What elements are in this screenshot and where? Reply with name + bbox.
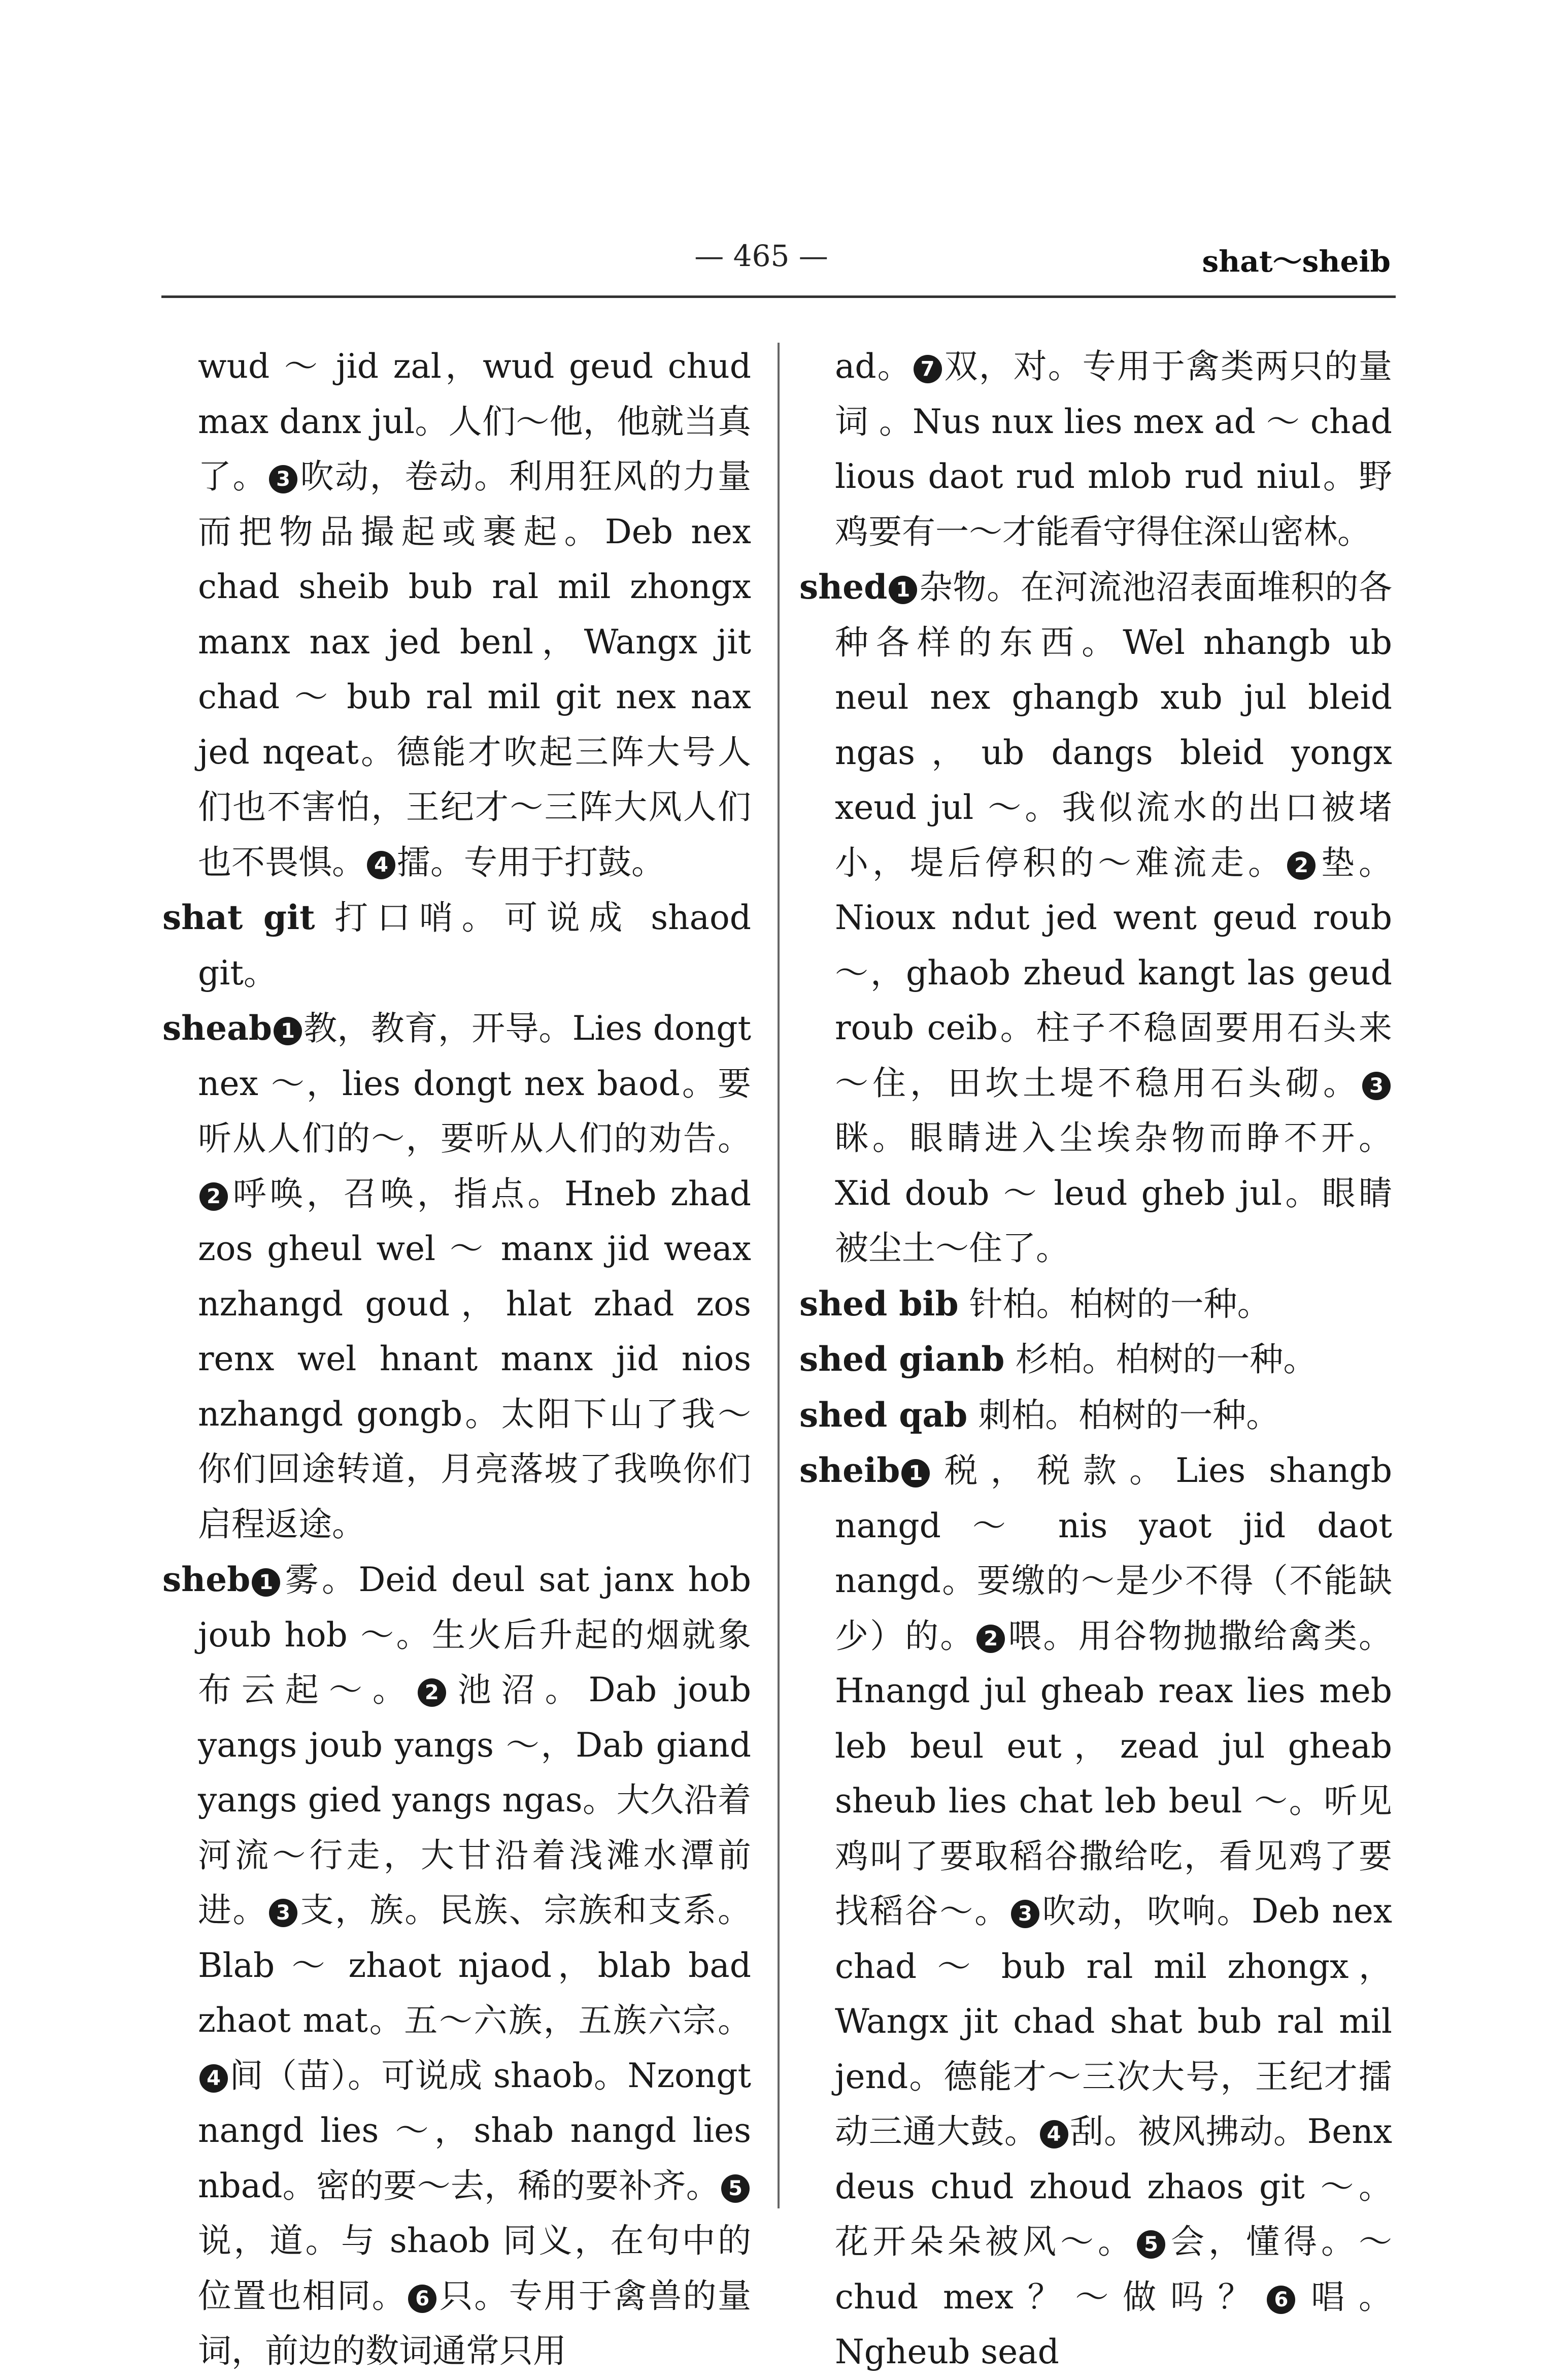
- sense-number-icon: 1: [274, 1017, 302, 1045]
- dictionary-entry: [162, 1552, 751, 2379]
- definition-text: 眯。眼睛进入尘埃杂物而睁不开。Xid doub ～ leud gheb jul。眼睛被尘土～住了。: [835, 1118, 1392, 1268]
- definition-text: 会，懂得。～ chud mex？～做吗？: [835, 2222, 1392, 2317]
- sense-number-icon: 2: [1287, 851, 1316, 880]
- definition-text: 支，族。民族、宗族和支系。Blab ～ zhaot njaod，blab bad zhaot mat。五～六族，五族六宗。: [198, 1891, 752, 2040]
- definition-text: 说，道。与 shaob 同义，在句中的位置也相同。: [198, 2221, 751, 2316]
- sense-number-icon: 1: [252, 1568, 280, 1597]
- sense-number-icon: 4: [199, 2064, 228, 2093]
- sense-number-icon: 4: [367, 851, 395, 879]
- dictionary-entry: [799, 1443, 1392, 2380]
- sense-number-icon: 3: [269, 465, 297, 493]
- sense-number-icon: 5: [721, 2174, 750, 2203]
- header-rule: [161, 295, 1396, 298]
- sense-number-icon: 2: [199, 1182, 228, 1211]
- dictionary-entry: [162, 1001, 751, 1552]
- entry-continuation: [799, 339, 1392, 559]
- sense-number-icon: 1: [901, 1459, 930, 1487]
- headword: sheab: [162, 1008, 273, 1048]
- headword: shed bib: [799, 1283, 959, 1324]
- sense-number-icon: 4: [1040, 2120, 1068, 2148]
- sense-number-icon: 3: [1011, 1900, 1039, 1928]
- definition-text: 税，税款。Lies shangb nangd ～ nis yaot jid daot nangd。要缴的～是少不得（不能缺少）的。: [835, 1451, 1392, 1656]
- definition-text: 针柏。柏树的一种。: [958, 1284, 1271, 1324]
- definition-text: 呼唤，召唤，指点。Hneb zhad zos gheul wel ～ manx jid weax nzhangd goud，hlat zhad zos renx wel hnant manx jid nios nzhangd gongb。太阳下山了我～你们回途转道，月亮落坡了我唤你们启程返途。: [198, 1174, 751, 1544]
- right-column: [799, 339, 1392, 2380]
- headword: shed gianb: [799, 1339, 1005, 1379]
- dictionary-entry: [162, 890, 751, 1001]
- headword: sheb: [162, 1560, 251, 1599]
- dictionary-entry: [799, 1332, 1392, 1387]
- headword: shat git: [162, 898, 315, 937]
- definition-text: 池沼。Dab joub yangs joub yangs ～，Dab giand yangs gied yangs ngas。大久沿着河流～行走，大甘沿着浅滩水潭前进。: [198, 1670, 752, 1930]
- dictionary-entry: [799, 559, 1392, 1276]
- definition-text: 只。专用于禽兽的量词，前边的数词通常只用: [198, 2276, 752, 2370]
- definition-text: 雾。Deid deul sat janx hob joub hob ～。生火后升起的烟就象布云起～。: [198, 1560, 751, 1709]
- definition-text: wud ～ jid zal，wud geud chud max danx jul。人们～他，他就当真了。: [198, 347, 751, 496]
- definition-text: 杂物。在河流池沼表面堆积的各种各样的东西。Wel nhangb ub neul nex ghangb xub jul bleid ngas，ub dangs bleid yongx xeud jul ～。我似流水的出口被堵小，堤后停积的～难流走。: [835, 568, 1392, 882]
- definition-text: 擂。专用于打鼓。: [397, 842, 665, 882]
- definition-text: 间（苗）。可说成 shaob。Nzongt nangd lies ～，shab nangd lies nbad。密的要～去，稀的要补齐。: [198, 2056, 751, 2205]
- definition-text: 吹动，卷动。利用狂风的力量而把物品撮起或裹起。Deb nex chad sheib bub ral mil zhongx manx nax jed benl，Wangx jit chad ～ bub ral mil git nex nax jed nqeat。德能才吹起三阵大号人们也不害怕，王纪才～三阵大风人们也不畏惧。: [198, 457, 752, 882]
- sense-number-icon: 7: [914, 355, 942, 383]
- sense-number-icon: 5: [1137, 2230, 1165, 2259]
- dictionary-entry: [799, 1276, 1392, 1332]
- definition-text: 喂。用谷物抛撒给禽类。Hnangd jul gheab reax lies meb leb beul eut，zead jul gheab sheub lies chat leb beul ～。听见鸡叫了要取稻谷撒给吃，看见鸡了要找稻谷～。: [835, 1616, 1393, 1931]
- definition-text: 刺柏。柏树的一种。: [967, 1395, 1280, 1435]
- definition-text: 唱。Ngheub sead: [835, 2277, 1393, 2371]
- left-column: [162, 339, 751, 2379]
- sense-number-icon: 3: [269, 1899, 297, 1927]
- definition-text: 教，教育，开导。Lies dongt nex ～，lies dongt nex baod。要听从人们的～，要听从人们的劝告。: [198, 1009, 751, 1158]
- sense-number-icon: 3: [1362, 1072, 1391, 1100]
- headword: sheib: [799, 1450, 900, 1490]
- column-divider: [778, 343, 780, 2208]
- entry-continuation: [162, 339, 751, 890]
- definition-text: 垫。Nioux ndut jed went geud roub ～，ghaob zheud kangt las geud roub ceib。柱子不稳固要用石头来～住，田坎土堤不稳用石头砌。: [835, 843, 1392, 1103]
- definition-text: 吹动，吹响。Deb nex chad ～ bub ral mil zhongx，Wangx jit chad shat bub ral mil jend。德能才～三次大号，王纪才擂动三通大鼓。: [835, 1892, 1393, 2151]
- definition-text: ad。: [835, 347, 912, 386]
- definition-text: 双，对。专用于禽类两只的量词 。Nus nux lies mex ad ～ chad lious daot rud mlob rud niul。野鸡要有一～才能看守得住深山密林。: [835, 347, 1392, 551]
- sense-number-icon: 2: [418, 1678, 446, 1707]
- page-number: — 465 —: [694, 239, 828, 273]
- dictionary-entry: [799, 1387, 1392, 1443]
- sense-number-icon: 6: [1267, 2286, 1295, 2314]
- definition-text: 杉柏。柏树的一种。: [1004, 1340, 1317, 1379]
- running-head: shat～sheib: [1202, 244, 1391, 279]
- headword: shed: [799, 567, 888, 607]
- definition-text: 刮。被风拂动。Benx deus chud zhoud zhaos git ～。花开朵朵被风～。: [835, 2112, 1392, 2261]
- sense-number-icon: 6: [408, 2285, 436, 2313]
- sense-number-icon: 2: [976, 1625, 1005, 1653]
- headword: shed qab: [799, 1395, 968, 1435]
- definition-text: 打口哨。可说成 shaod git。: [198, 898, 752, 993]
- sense-number-icon: 1: [889, 576, 917, 604]
